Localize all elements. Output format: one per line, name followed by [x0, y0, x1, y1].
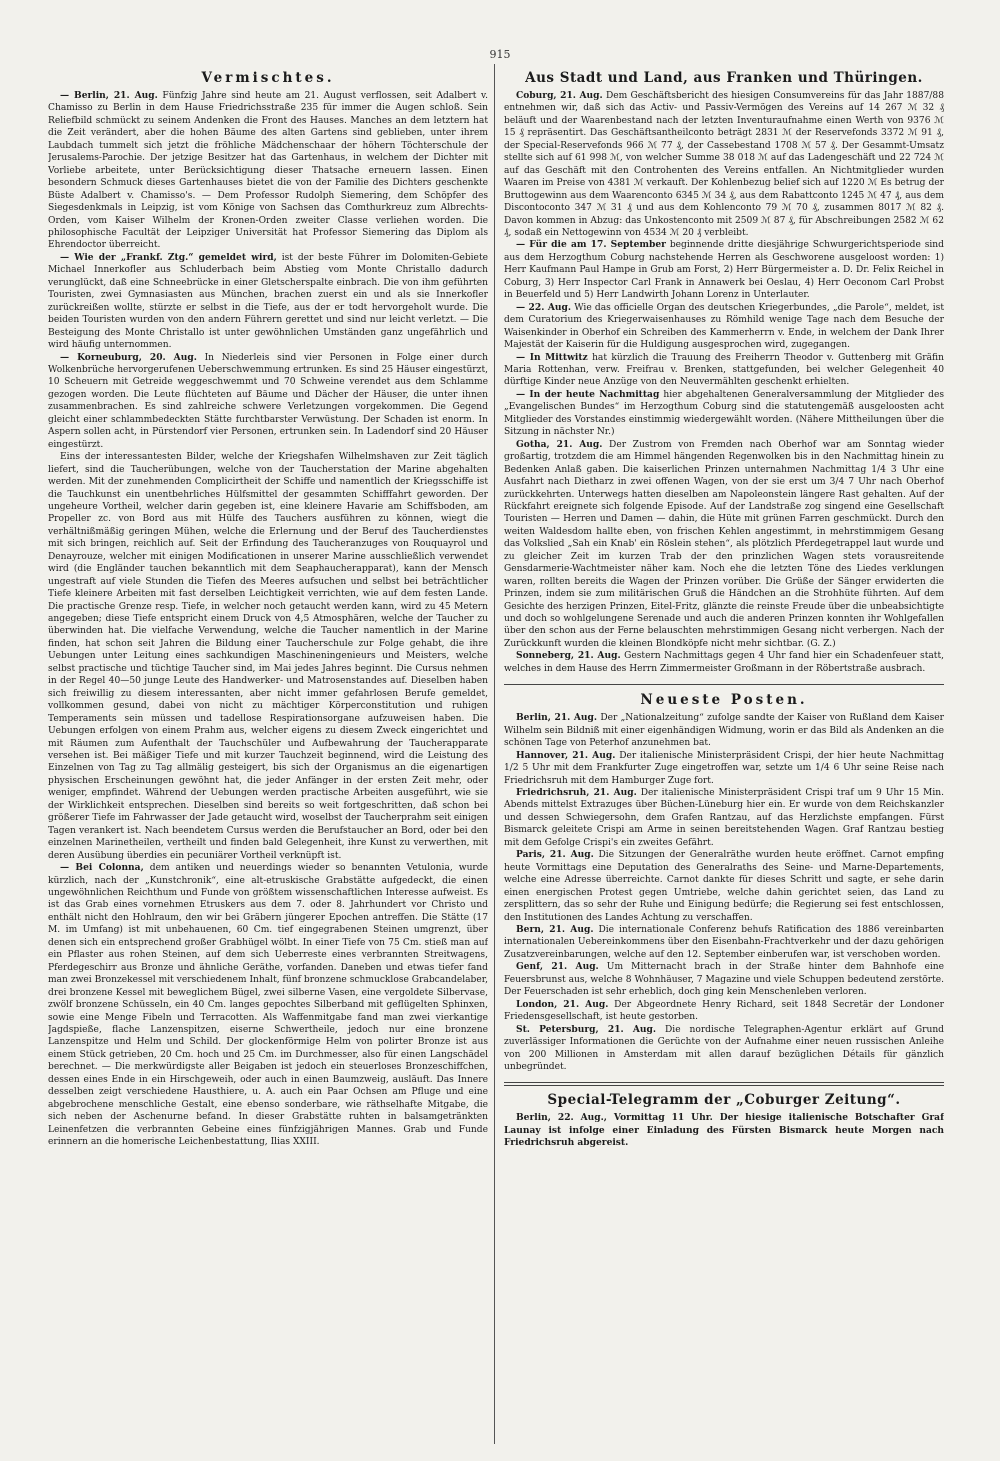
article — [48, 451, 488, 862]
article-dateline: — Für die am 17. September — [516, 239, 666, 251]
section-heading-neueste-posten: Neueste Posten. — [640, 692, 808, 709]
article-text: hat kürzlich die Trauung des Freiherrn Theodor v. Guttenberg mit Gräfin Maria Rottenhan, verw. Freifrau v. Brenken, stattgefunden, bei welcher Gelegenheit 40 dürftige Kinder neue Anzüge von den Neuvermählten geschenkt erhielten. — [504, 352, 944, 388]
article-dateline: Bern, 21. Aug. — [516, 924, 594, 935]
section-heading-stadt-und-land: Aus Stadt und Land, aus Franken und Thüringen. — [525, 70, 923, 86]
article-text: Die Sitzungen der Generalräthe wurden heute eröffnet. Carnot empfing heute Vormittags eine Deputation des Generalraths des Seine- und Marne-Departements, welche eine Adresse überreichte. Carnot dankte für dieses Schritt und sagte, er sehe darin einen energischen Protest gegen Umtriebe, welche dahin gerichtet seien, das Land zu zersplittern, das so sehr der Ruhe und Einigung bedürfe; die Regierung sei fest entschlossen, den Institutionen des Landes Achtung zu verschaffen. — [504, 850, 944, 923]
article-dateline: Berlin, 21. Aug. — [516, 712, 598, 724]
article — [48, 862, 488, 1148]
article — [504, 439, 944, 651]
article-dateline: — In Mittwitz — [516, 351, 588, 363]
article — [48, 90, 488, 252]
article-text: Der hiesige italienische Botschafter Graf Launay ist infolge einer Einladung des Fürsten Bismarck heute Morgen nach Friedrichsruh abgereist. — [504, 1112, 944, 1149]
article-text: Der „Nationalzeitung“ zufolge sandte der Kaiser von Rußland dem Kaiser Wilhelm sein Bildniß mit einer eigenhändigen Widmung, worin er das Bild als Andenken an die schönen Tage von Peterhof anzunehmen bat. — [504, 713, 944, 749]
article-text: hier abgehaltenen Generalversammlung der Mitglieder des „Evangelischen Bundes“ im Herzogthum Coburg sind die statutengemäß ausgeloosten acht Mitglieder des Vorstandes einstimmig wiedergewählt worden. (Nähere Mittheilungen über die Sitzung in nächster Nr.) — [504, 389, 944, 438]
article-dateline: — Korneuburg, 20. Aug. — [60, 351, 197, 363]
section-heading-vermischtes: Vermischtes. — [201, 70, 335, 86]
article-dateline: London, 21. Aug. — [516, 998, 609, 1010]
article-text: Der italienische Ministerpräsident Crispi traf um 9 Uhr 15 Min. Abends mittelst Extrazuges über Büchen-Lüneburg hier ein. Er wurde von dem Reichskanzler und dessen Schwiegersohn, dem Grafen Rantzau, auf das Herzlichste empfangen. Fürst Bismarck geleitete Crispi am Arme in seinen bereitstehenden Wagen. Graf Rantzau bestieg mit dem Gefolge Crispi's ein zweites Gefährt. — [504, 788, 944, 848]
article-dateline: St. Petersburg, 21. Aug. — [516, 1023, 657, 1035]
article-text: ist der beste Führer im Dolomiten-Gebiete Michael Innerkofler aus Schluderbach beim Abstieg vom Monte Christallo dadurch verunglückt, daß eine Schneebrücke in einer Gletscherspalte einbrach. Die von ihm geführten Touristen, zwei Gymnasiasten aus München, brachen zuerst ein und als sie Innerkofler zurückreißen wollte, stürzte er selbst in die Tiefe, aus der er todt hervorgeholt wurde. Die beiden Touristen wurden von den andern Führern gerettet und sind nur leicht verletzt. — Die Besteigung des Monte Christallo ist unter gewöhnlichen Umständen ganz ungefährlich und wird häufig unternommen. — [48, 252, 488, 351]
article — [504, 924, 944, 961]
article-dateline: — 22. Aug. — [516, 301, 572, 313]
column-divider — [494, 64, 495, 1444]
article — [504, 239, 944, 301]
article-dateline: Paris, 21. Aug. — [516, 849, 594, 861]
article-text: Der italienische Ministerpräsident Crispi, der hier heute Nachmittag 1/2 5 Uhr mit dem Frankfurter Zuge eingetroffen war, setzte um 1/4 6 Uhr seine Reise nach Friedrichsruh mit dem Hamburger Zuge fort. — [504, 750, 944, 786]
article-dateline: — In der heute Nachmittag — [516, 388, 660, 400]
article-text: Die nordische Telegraphen-Agentur erklärt auf Grund zuverlässiger Informationen die Gerüchte von der Aufnahme einer neuen russischen Anleihe von 200 Millionen in Amsterdam mit allen darauf bezüglichen Détails für gänzlich unbegründet. — [504, 1024, 944, 1072]
article — [504, 750, 944, 787]
article — [48, 352, 488, 452]
article — [504, 999, 944, 1024]
article-dateline: Genf, 21. Aug. — [516, 961, 599, 973]
section-divider-double — [504, 1082, 944, 1086]
article-dateline: Berlin, 22. Aug., Vormittag 11 Uhr. — [516, 1112, 713, 1124]
telegram-article — [504, 1112, 944, 1149]
article — [48, 252, 488, 352]
left-articles — [48, 90, 488, 1149]
article — [504, 712, 944, 749]
section-heading-telegramm: Special-Telegramm der „Coburger Zeitung“. — [547, 1092, 901, 1109]
article-dateline: Coburg, 21. Aug. — [516, 90, 603, 101]
page-number: 915 — [489, 48, 511, 61]
article — [504, 849, 944, 924]
right-column — [504, 70, 944, 1440]
telegram-block — [504, 1092, 944, 1149]
article-text: Eins der interessantesten Bilder, welche der Kriegshafen Wilhelmshaven zur Zeit täglich liefert, sind die Taucherübungen, welche von der Taucherstation der Marine abgehalten werden. Mit der zunehmenden Complicirtheit der Schiffe und namentlich der Kriegsschiffe ist die Tauchkunst ein unentbehrliches Hülfsmittel der gesammten Schifffahrt geworden. Der ungeheure Vortheil, welcher darin gegeben ist, eine kleinere Havarie am Schiffsboden, am Propeller zc. von Bord aus mit Hülfe des Tauchers ausführen zu können, wiegt die verhältnißmäßig geringen Mühen, welche die Erlernung und der Beruf des Taucherdienstes mit sich bringen, reichlich auf. Seit der Erfindung des Taucheranzuges von Rouquayrol und Denayrouze, welcher mit einigen Modificationen in unserer Marine ausschließlich verwendet wird (die Engländer tauchen bekanntlich mit dem Seaphaucherapparat), kann der Mensch ungestraft auf viele Stunden die Tiefen des Meeres aufsuchen und selbst bei beträchtlicher Tiefe kleinere Arbeiten mit fast derselben Leichtigkeit verrichten, wie auf dem festen Lande. Die practische Grenze resp. Tiefe, in welcher noch getaucht werden kann, wird zu 45 Metern angegeben; diese Tiefe entspricht einem Druck von 4,5 Atmosphären, welche der Taucher zu überwinden hat. Die vielfache Verwendung, welche die Taucher namentlich in der Marine finden, hat schon seit Jahren die Bildung einer Taucherschule zur Folge gehabt, die ihre Uebungen unter Leitung eines sachkundigen Maschineningenieurs und Meisters, welche selbst practische und tüchtige Taucher sind, im Mai jedes Jahres beginnt. Die Cursus nehmen in der Regel 40—50 junge Leute des Handwerker- und Matrosenstandes auf. Dieselben haben sich freiwillig zu diesem interessanten, aber nicht immer gefahrlosen Berufe gemeldet, vollkommen gesund, dabei von nicht zu mächtiger Körperconstitution und ruhigen Temperaments sein müssen und tadellose Respirationsorgane aufzuweisen haben. Die Uebungen erfolgen von einem Prahm aus, welcher eigens zu diesem Zweck eingerichtet und mit Räumen zum Aufenthalt der Tauchschüler und Aufbewahrung der Taucherapparate versehen ist. Bei mäßiger Tiefe und mit kurzer Tauchzeit beginnend, wird die Leistung des Einzelnen von Tag zu Tag allmälig gesteigert, bis sich der Organismus an die eigenartigen physischen Erscheinungen gewöhnt hat, die jeder Anfänger in der ersten Zeit mehr, oder weniger, empfindet. Während der Uebungen werden practische Arbeiten ausgeführt, wie sie der Wirklichkeit entsprechen. Dieselben sind bereits so weit fortgeschritten, daß schon bei größerer Tiefe im Fahrwasser der Jade getaucht wird, woselbst der Taucherprahm seit einigen Tagen verankert ist. Nach beendetem Cursus werden die Berufstaucher an Bord, oder bei den einzelnen Marinetheilen, vertheilt und finden bald Gelegenheit, ihre Kunst zu verwerthen, mit deren Ausübung überdies ein pecuniärer Vortheil verknüpft ist. — [48, 452, 488, 861]
article-text: Dem Geschäftsbericht des hiesigen Consumvereins für das Jahr 1887/88 entnehmen wir, daß sich das Activ- und Passiv-Vermögen des Vereins auf 14 267 ℳ 32 ₰ beläuft und der Waarenbestand nach der letzten Inventuraufnahme einen Werth von 9376 ℳ 15 ₰ repräsentirt. Das Geschäftsantheilconto beträgt 2831 ℳ der Reservefonds 3372 ℳ 91 ₰, der Special-Reservefonds 966 ℳ 77 ₰, der Cassebestand 1708 ℳ 57 ₰. Der Gesammt-Umsatz stellte sich auf 61 998 ℳ, von welcher Summe 38 018 ℳ auf das Ladengeschäft und 22 724 ℳ auf das Geschäft mit den Controhenten des Vereins entfallen. An Nichtmitglieder wurden Waaren im Preise von 4381 ℳ verkauft. Der Kohlenbezug belief sich auf 1220 ℳ Es betrug der Bruttogewinn aus dem Waarenconto 6345 ℳ 34 ₰, aus dem Rabattconto 1245 ℳ 47 ₰, aus dem Discontoconto 347 ℳ 31 ₰ und aus dem Kohlenconto 79 ℳ 70 ₰, zusammen 8017 ℳ 82 ₰. Davon kommen in Abzug: das Unkostenconto mit 2509 ℳ 87 ₰, für Abschreibungen 2582 ℳ 62 ₰, sodaß ein Nettogewinn von 4534 ℳ 20 ₰ verbleibt. — [504, 91, 944, 238]
article — [504, 90, 944, 239]
article — [504, 389, 944, 439]
left-column — [48, 70, 488, 1440]
article-dateline: — Bei Colonna, — [60, 862, 144, 874]
article-text: Um Mitternacht brach in der Straße hinter dem Bahnhofe eine Feuersbrunst aus, welche 8 Wohnhäuser, 7 Magazine und viele Schuppen bedeutend zerstörte. Der Feuerschaden ist sehr erheblich, doch ging kein Menschenleben verloren. — [504, 962, 944, 998]
article — [504, 352, 944, 389]
article-dateline: Sonneberg, 21. Aug. — [516, 650, 621, 662]
article — [504, 961, 944, 998]
article-text: In Niederleis sind vier Personen in Folge einer durch Wolkenbrüche hervorgerufenen Ueberschwemmung ertrunken. Es sind 25 Häuser eingestürzt, 10 Scheuern mit Getreide weggeschwemmt und 70 Schweine verendet aus dem Schlamme gezogen worden. Die Leute flüchteten auf Bäume und Dächer der Häuser, die unter ihnen zusammenbrachen. Es sind zahlreiche schwere Verletzungen vorgekommen. Die Gegend gleicht einer schlammbedeckten Stätte furchtbarster Verwüstung. Der Schaden ist enorm. In Aspern sollen acht, in Pürstendorf vier Personen, ertrunken sein. In Ladendorf sind 20 Häuser eingestürzt. — [48, 352, 488, 450]
article-text: dem antiken und neuerdings wieder so benannten Vetulonia, wurde kürzlich, nach der „Kunstchronik“, eine alt-etruskische Grabstätte aufgedeckt, die einen ungewöhnlichen Reichthum und Funde von größtem wissenschaftlichen Interesse aufweist. Es ist das Grab eines vornehmen Etruskers aus dem 7. oder 8. Jahrhundert vor Christo und enthält nicht den Hohlraum, den wir bei Gräbern jüngerer Epochen antreffen. Die Stätte (17 M. im Umfang) ist mit unbehauenen, 60 Cm. tief eingegrabenen Steinen umgrenzt, über denen sich ein entsprechend großer Grabhügel wölbt. In einer Tiefe von 75 Cm. stieß man auf ein Pflaster aus rohen Steinen, auf dem sich Ueberreste eines verbrannten Streitwagens, Pferdegeschirr aus Bronze und ähnliche Geräthe, vorfanden. Daneben und etwas tiefer fand man zwei Bronzekessel mit verschiedenem Inhalt, fünf bronzene schmucklose Grabcandelaber, drei bronzene Kessel mit beweglichem Bügel, zwei silberne Vasen, eine vergoldete Silbervase, zwölf bronzene Schüsseln, ein 40 Cm. langes gepochtes Silberband mit geflügelten Sphinxen, sowie eine Menge Fibeln und Terracotten. Als Waffenmitgabe fand man zwei vierkantige Jagdspieße, flache Lanzenspitzen, eiserne Schwertheile, jedoch nur eine bronzene Lanzenspitze und Helm und Schild. Der glockenförmige Helm von polirter Bronze ist aus einem Stück getrieben, 20 Cm. hoch und 25 Cm. im Durchmesser, also für einen Langschädel berechnet. — Die merkwürdigste aller Beigaben ist jedoch ein steuerloses Bronzeschiffchen, dessen eines Ende in ein Hirschgeweih, oder auch in einen Baumzweig, ausläuft. Das Innere desselben zeigt verschiedene Hausthiere, u. A. auch ein Paar Ochsen am Pfluge und eine abgebrochene menschliche Gestalt, eine ebenso sonderbare, wie räthselhafte Mitgabe, die sich neben der Aschenurne befand. In dieser Grabstätte ruhten in balsamgetränkten Leinenfetzen die verbrannten Gebeine eines fünfzigjährigen Mannes. Grab und Funde erinnern an die homerische Leichenbestattung, Ilias XXIII. — [48, 863, 488, 1148]
article-dateline: — Berlin, 21. Aug. — [60, 90, 158, 101]
article — [504, 1024, 944, 1074]
article-text: Wie das officielle Organ des deutschen Kriegerbundes, „die Parole“, meldet, ist dem Curatorium des Kriegerwaisenhauses zu Römhild wenige Tage nach dem Besuche der Waisenkinder in Oberhof ein Schreiben des Kammerherrn v. Ende, in welchem der Dank Ihrer Majestät der Kaiserin für die Huldigung ausgesprochen wird, zugegangen. — [504, 302, 944, 351]
article-text: Fünfzig Jahre sind heute am 21. August verflossen, seit Adalbert v. Chamisso zu Berlin in dem Hause Friedrichsstraße 235 für immer die Augen schloß. Sein Reliefbild schmückt zu seinem Andenken die Front des Hauses. Manches an dem letztern hat die Zeit verändert, aber die hohen Bäume des alten Gartens sind geblieben, unter ihrem Laubdach tummelt sich jetzt die fröhliche Mädchenschaar der höhern Töchterschule der Jerusalems-Parochie. Der jetzige Besitzer hat das Gartenhaus, in welchem der Dichter mit Vorliebe arbeitete, unter Berücksichtigung dieser Thatsache erneuern lassen. Einen besondern Schmuck dieses Gartenhauses bietet die von der Familie des Dichters geschenkte Büste Adalbert v. Chamisso's. — Dem Professor Rudolph Siemering, dem Schöpfer des Siegesdenkmals in Leipzig, ist vom Könige von Sachsen das Comthurkreuz zum Albrechts-Orden, vom Kaiser Wilhelm der Kronen-Orden zweiter Classe verliehen worden. Die philosophische Facultät der Leipziger Universität hat Professor Siemering das Diplom als Ehrendoctor überreicht. — [48, 91, 488, 251]
article-dateline: Gotha, 21. Aug. — [516, 438, 603, 450]
article — [504, 650, 944, 675]
section-divider — [504, 684, 944, 685]
article-dateline: Hannover, 21. Aug. — [516, 749, 616, 761]
article-text: beginnende dritte diesjährige Schwurgerichtsperiode sind aus dem Herzogthum Coburg nachstehende Herren als Geschworene ausgeloost worden: 1) Herr Kaufmann Paul Hampe in Grub am Forst, 2) Herr Bürgermeister a. D. Dr. Felix Reichel in Coburg, 3) Herr Inspector Carl Frank in Annawerk bei Oeslau, 4) Herr Oeconom Carl Probst in Beuerfeld und 5) Herr Landwirth Johann Lorenz in Unterlauter. — [504, 240, 944, 301]
news-articles — [504, 712, 944, 1073]
article-text: Der Zustrom von Fremden nach Oberhof war am Sonntag wieder großartig, trotzdem die am Himmel hängenden Regenwolken bis in den Nachmittag hinein zu Bedenken Anlaß gaben. Die kaiserlichen Prinzen unternahmen Nachmittag 1/4 3 Uhr eine Ausfahrt nach Dietharz in zwei offenen Wagen, von der sie erst um 3/4 7 Uhr nach Oberhof zurückkehrten. Unterwegs hatten dieselben am Napoleonstein längere Rast gehalten. Auf der Rückfahrt ereignete sich folgende Episode. Auf der Landstraße zog singend eine Gesellschaft Touristen — Herren und Damen — dahin, die Hüte mit grünen Farren geschmückt. Durch den weiten Waldesdom hallte eben, von frischen Kehlen angestimmt, in mehrstimmigem Gesang das Volkslied „Sah ein Knab' ein Röslein stehen“, als plötzlich Pferdegetrappel laut wurde und zu gleicher Zeit im kurzen Trab der den prinzlichen Wagen stets vorausreitende Gensdarmerie-Wachtmeister näher kam. Noch ehe die letzten Töne des Liedes verklungen waren, rollten bereits die Wagen der Prinzen vorüber. Die Grüße der Sänger erwiderten die Prinzen, indem sie zum militärischen Gruß die Händchen an die Strohhüte führten. Auf dem Gesichte des herzigen Prinzen, Eitel-Fritz, glänzte die reinste Freude über die unbeabsichtigte und doch so wohlgelungene Serenade und auch die anderen Prinzen konnten ihr Wohlgefallen über den schon aus der Ferne belauschten mehrstimmigen Gesang nicht verbergen. Nach der Zurückkunft wurden die kleinen Blondköpfe nicht mehr sichtbar. (G. Z.) — [504, 439, 944, 649]
article — [504, 302, 944, 352]
article-text: Die internationale Conferenz behufs Ratification des 1886 vereinbarten internationalen Uebereinkommens über den Eisenbahn-Frachtverkehr und der dazu gehörigen Zusatzvereinbarungen, welche auf den 12. September einberufen war, ist verschoben worden. — [504, 925, 944, 960]
regional-articles — [504, 90, 944, 675]
article — [504, 787, 944, 849]
article-text: Gestern Nachmittags gegen 4 Uhr fand hier ein Schadenfeuer statt, welches in dem Hause des Herrn Zimmermeister Großmann in der Röbertstraße ausbrach. — [504, 651, 944, 674]
article-dateline: Friedrichsruh, 21. Aug. — [516, 787, 637, 799]
article-text: Der Abgeordnete Henry Richard, seit 1848 Secretär der Londoner Friedensgesellschaft, ist heute gestorben. — [504, 999, 944, 1023]
article-dateline: — Wie der „Frankf. Ztg.“ gemeldet wird, — [60, 251, 277, 263]
